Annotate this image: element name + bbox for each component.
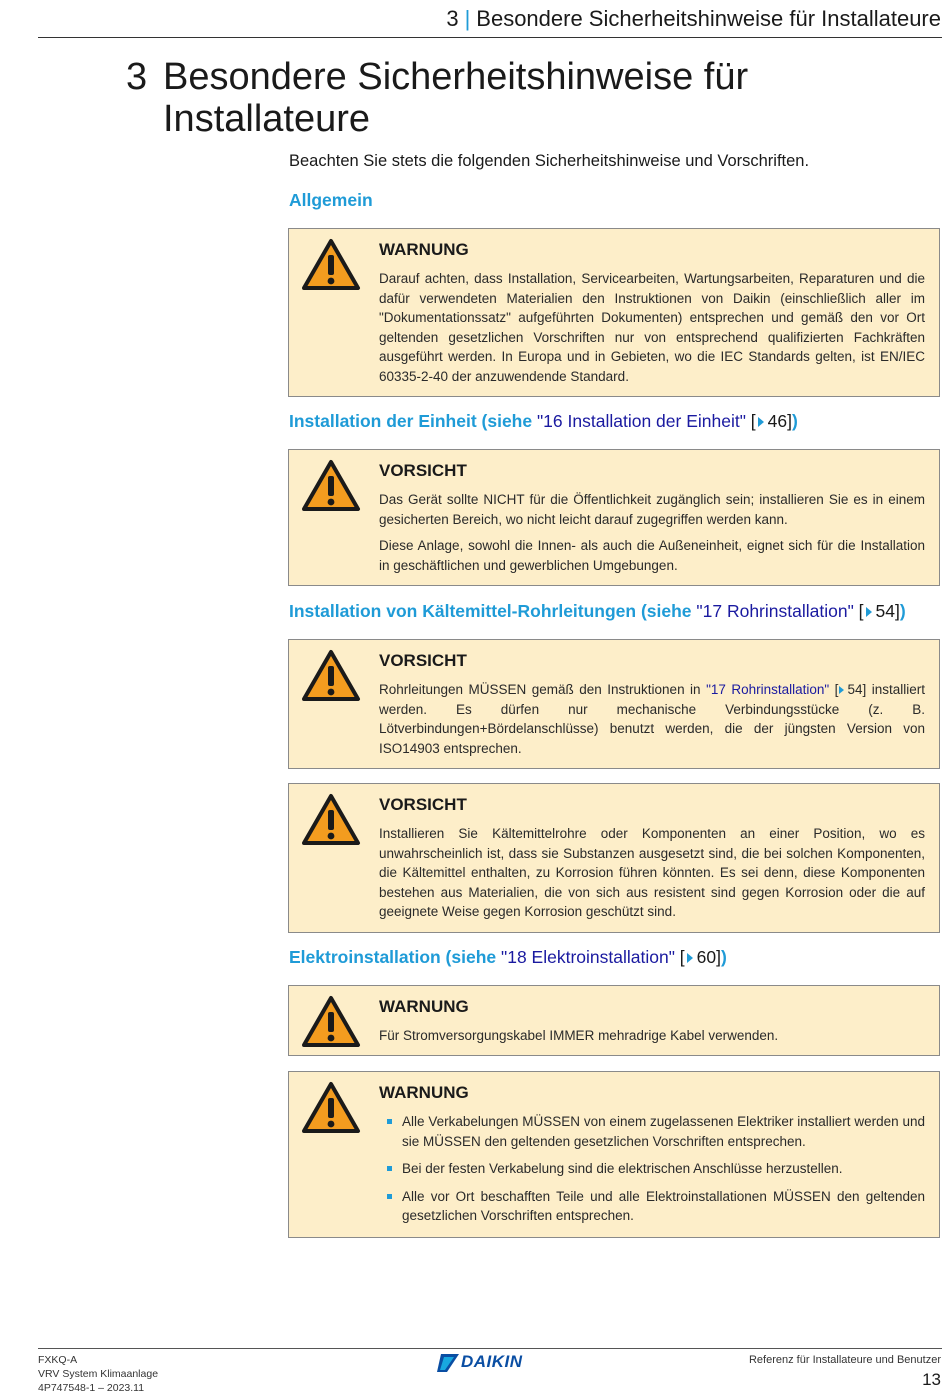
warning-triangle-icon [301,995,361,1048]
xref-close-bracket: ] [716,947,721,967]
bullet-list [379,1112,925,1226]
caution-box-korrosion [288,783,940,933]
xref-page-number: 60 [696,947,717,967]
warning-box-stromkabel [288,985,940,1056]
warning-box-general [288,228,940,397]
section-heading-text: Elektroinstallation (siehe [289,947,501,967]
chapter-number: 3 [126,56,148,98]
footer-reference: Referenz für Installateure und Benutzer [748,1354,941,1366]
section-heading-allgemein [289,190,373,211]
footer-document-info [38,1353,158,1395]
xref-page-number: 46 [767,411,788,431]
running-header-title: Besondere Sicherheitshinweise für Installateure [476,6,941,31]
box-type-label: VORSICHT [379,461,467,480]
box-body [379,1026,925,1053]
warning-triangle-icon [301,1081,361,1134]
section-heading-close: ) [792,411,798,431]
page-number: 13 [922,1370,941,1389]
daikin-logo-text: DAIKIN [461,1352,523,1371]
box-paragraph: Rohrleitungen MÜSSEN gemäß den Instruktionen in "17 Rohrinstallation" [ 54] installiert werden. Es dürfen nur mechanische Verbindungsstücke (z. B. Lötverbindungen+Bördelanschlüsse) benutzt werden, die der jüngsten Version von ISO14903 entsprechen. [379,682,925,756]
xref-close-bracket: ] [787,411,793,431]
inline-xref-rohrinstallation[interactable]: "17 Rohrinstallation" [706,682,830,697]
list-item [379,1187,925,1226]
intro-text: Beachten Sie stets die folgenden Sicherheitshinweise und Vorschriften. [289,152,810,170]
section-heading-text: Allgemein [289,190,373,210]
box-paragraph: Darauf achten, dass Installation, Servicearbeiten, Wartungsarbeiten, Reparaturen und die dafür verwendeten Materialien den Instruktionen von Daikin (einschließlich aller im "Dokumentationssatz" aufgeführten Dokumenten) entsprechen und gemäß den vor Ort geltenden gesetzlichen Vorschriften nur von entsprechend qualifizierten Fachkräften ausgeführt werden. In Europa und in Gebieten, wo die IEC Standards gelten, ist EN/IEC 60335-2-40 der anzuwendende Standard. [379,271,925,384]
chapter-title-text: Besondere Sicherheitshinweise für Installateure [163,56,749,140]
xref-open-bracket: [ [750,411,756,431]
inline-xref-page: 54 [847,682,863,697]
running-header-separator: | [464,6,471,31]
bullet-square-icon [387,1119,392,1124]
section-heading-close: ) [721,947,727,967]
caution-box-rohrleitungen [288,639,940,769]
box-type-label: WARNUNG [379,997,469,1016]
box-paragraph: Diese Anlage, sowohl die Innen- als auch die Außeneinheit, eignet sich für die Installation in geschäftlichen und gewerblichen Umgebungen. [379,538,925,573]
running-header-chapter-number: 3 [446,6,459,31]
xref-link-installation-einheit[interactable]: "16 Installation der Einheit" [536,411,746,431]
box-body [379,824,925,929]
daikin-logo [437,1352,543,1374]
section-heading-rohrleitungen [289,601,906,622]
list-item-text: Alle Verkabelungen MÜSSEN von einem zugelassenen Elektriker installiert werden und sie MÜSSEN den geltenden gesetzlichen Vorschriften entsprechen. [402,1114,925,1149]
box-type-label: WARNUNG [379,1083,469,1102]
footer-product: VRV System Klimaanlage [38,1368,159,1380]
warning-triangle-icon [301,238,361,291]
warning-triangle-icon [301,459,361,512]
section-heading-text: Installation der Einheit (siehe [289,411,537,431]
box-type-label: WARNUNG [379,240,469,259]
page-arrow-icon [758,417,764,427]
caution-box-installation-einheit [288,449,940,586]
xref-open-bracket: [ [679,947,685,967]
footer-doc-id: 4P747548-1 – 2023.11 [38,1382,145,1394]
box-body [379,490,925,582]
running-header [446,6,941,32]
xref-close-bracket: ] [895,601,900,621]
xref-link-rohrinstallation[interactable]: "17 Rohrinstallation" [696,601,854,621]
list-item-text: Bei der festen Verkabelung sind die elektrischen Anschlüsse herzustellen. [402,1161,843,1177]
warning-box-verkabelung [288,1071,940,1238]
xref-open-bracket: [ [858,601,864,621]
box-type-label: VORSICHT [379,651,467,670]
list-item [379,1112,925,1151]
box-type-label: VORSICHT [379,795,467,814]
section-heading-installation-einheit [289,411,798,432]
page-arrow-icon [687,953,693,963]
header-rule [38,37,942,38]
xref-link-elektroinstallation[interactable]: "18 Elektroinstallation" [501,947,675,967]
box-body [379,1112,925,1234]
page-arrow-icon [839,686,844,694]
footer-rule [38,1348,942,1349]
box-paragraph: Das Gerät sollte NICHT für die Öffentlichkeit zugänglich sein; installieren Sie es in einem gesicherten Bereich, wo nicht leicht darauf zugegriffen werden kann. [379,492,925,527]
warning-triangle-icon [301,793,361,846]
warning-triangle-icon [301,649,361,702]
bullet-square-icon [387,1166,392,1171]
section-heading-close: ) [899,601,906,621]
footer-model: FXKQ-A [38,1354,78,1366]
section-heading-elektroinstallation [289,947,727,968]
bullet-square-icon [387,1194,392,1199]
box-paragraph: Für Stromversorgungskabel IMMER mehradrige Kabel verwenden. [379,1028,779,1043]
xref-page-number: 54 [875,601,895,621]
box-text-before: Rohrleitungen MÜSSEN gemäß den Instruktionen in [379,682,707,697]
box-body [379,680,925,765]
list-item [379,1159,925,1179]
daikin-logo-mark-icon [437,1352,459,1374]
section-heading-text: Installation von Kältemittel-Rohrleitungen (siehe [289,601,697,621]
page-arrow-icon [866,607,872,617]
list-item-text: Alle vor Ort beschafften Teile und alle Elektroinstallationen MÜSSEN den geltenden gesetzlichen Vorschriften entsprechen. [402,1188,925,1224]
box-text-after: installiert werden. Es dürfen nur mechanische Verbindungsstücke (z. B. Lötverbindungen+Bördelanschlüsse) benutzt werden, die der jüngsten Version von ISO14903 entsprechen. [379,682,925,756]
box-body [379,269,925,394]
box-paragraph: Installieren Sie Kältemittelrohre oder Komponenten an einer Position, wo es unwahrscheinlich ist, dass sie Substanzen ausgesetzt sind, die bei solchen Komponenten, die Kältemittel enthalten, zu Korrosion führen könnten. Es sei denn, diese Komponenten bestehen aus Materialien, die von sich aus resistent sind gegen Korrosion oder die auf geeignete Weise gegen Korrosion geschützt sind. [379,826,925,920]
chapter-title [126,56,826,140]
